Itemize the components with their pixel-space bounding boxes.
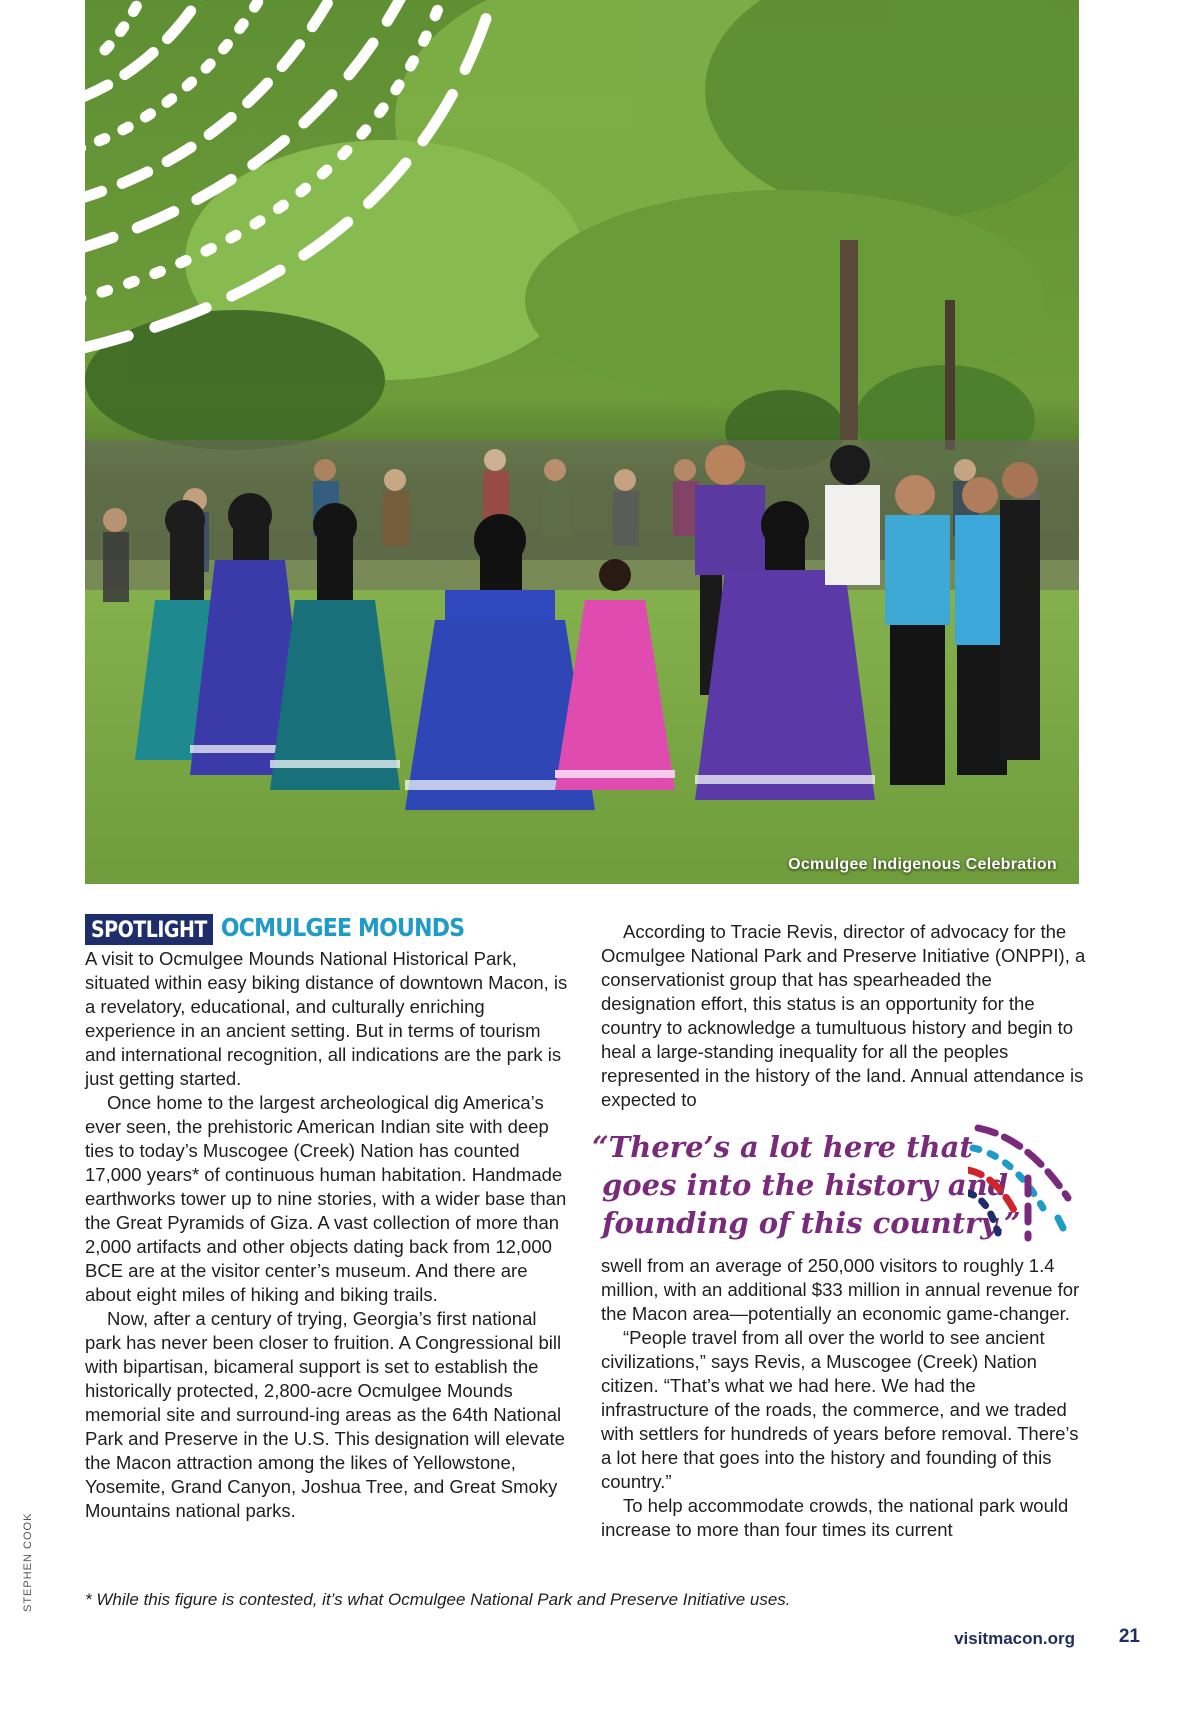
body-paragraph-1: A visit to Ocmulgee Mounds National Historical Park, situated within easy biking distance of downtown Macon, is a revelatory, educational, and culturally enriching experience in an ancient setting. But in terms of tourism and international recognition, all indications are the park is just getting started. — [85, 948, 568, 1089]
page-number: 21 — [1118, 1626, 1140, 1647]
pull-quote-line-1: “There’s a lot here that — [592, 1130, 973, 1164]
section-header — [85, 913, 571, 945]
pull-quote-decoration-icon — [968, 1118, 1080, 1248]
spotlight-badge: SPOTLIGHT — [85, 913, 213, 944]
body-paragraph-4: According to Tracie Revis, director of advocacy for the Ocmulgee National Park and Preserve Initiative (ONPPI), a conservationist group that has spearheaded the designation effort, this status is an opportunity for the country to acknowledge a tumultuous history and begin to heal a large-standing inequality for all the peoples represented in the history of the land. Annual attendance is expected to — [601, 921, 1086, 1110]
left-column — [85, 913, 571, 1523]
hero-photo — [85, 0, 1079, 884]
pull-quote-line-2: goes into the history and — [602, 1168, 1008, 1202]
right-column-top — [601, 920, 1087, 1112]
pull-quote-line-3: founding of this country.” — [602, 1206, 1021, 1240]
section-title: OCMULGEE MOUNDS — [220, 914, 465, 943]
celebration-photo-illustration — [85, 0, 1079, 884]
body-paragraph-4-continued: swell from an average of 250,000 visitors to roughly 1.4 million, with an additional $33 million in annual revenue for the Macon area—potentially an economic game-changer. — [601, 1255, 1080, 1324]
pull-quote — [592, 1128, 1021, 1242]
body-paragraph-6: To help accommodate crowds, the national park would increase to more than four times its current — [601, 1495, 1069, 1540]
footer-website-link[interactable]: visitmacon.org — [954, 1629, 1075, 1648]
footnote: * While this figure is contested, it’s what Ocmulgee National Park and Preserve Initiative uses. — [85, 1590, 791, 1609]
photo-credit: STEPHEN COOK — [22, 1512, 34, 1612]
body-paragraph-5: “People travel from all over the world to see ancient civilizations,” says Revis, a Muscogee (Creek) Nation citizen. “That’s what we had here. We had the infrastructure of the roads, the commerce, and we traded with settlers for hundreds of years before removal. There’s a lot here that goes into the history and founding of this country.” — [601, 1327, 1079, 1492]
body-paragraph-2: Once home to the largest archeological dig America’s ever seen, the prehistoric American Indian site with deep ties to today’s Muscogee (Creek) Nation has counted 17,000 years* of continuous human habitation. Handmade earthworks tower up to nine stories, with a wider base than the Great Pyramids of Giza. A vast collection of more than 2,000 artifacts and other objects dating back from 12,000 BCE are at the visitor center’s museum. And there are about eight miles of hiking and biking trails. — [85, 1092, 567, 1305]
body-paragraph-3: Now, after a century of trying, Georgia’s first national park has never been closer to fruition. A Congressional bill with bipartisan, bicameral support is set to establish the historically protected, 2,800-acre Ocmulgee Mounds memorial site and surround-ing areas as the 64th National Park and Preserve in the U.S. This designation will elevate the Macon attraction among the likes of Yellowstone, Yosemite, Grand Canyon, Joshua Tree, and Great Smoky Mountains national parks. — [85, 1308, 565, 1521]
photo-caption: Ocmulgee Indigenous Celebration — [788, 856, 1057, 873]
right-column-bottom — [601, 1254, 1087, 1542]
